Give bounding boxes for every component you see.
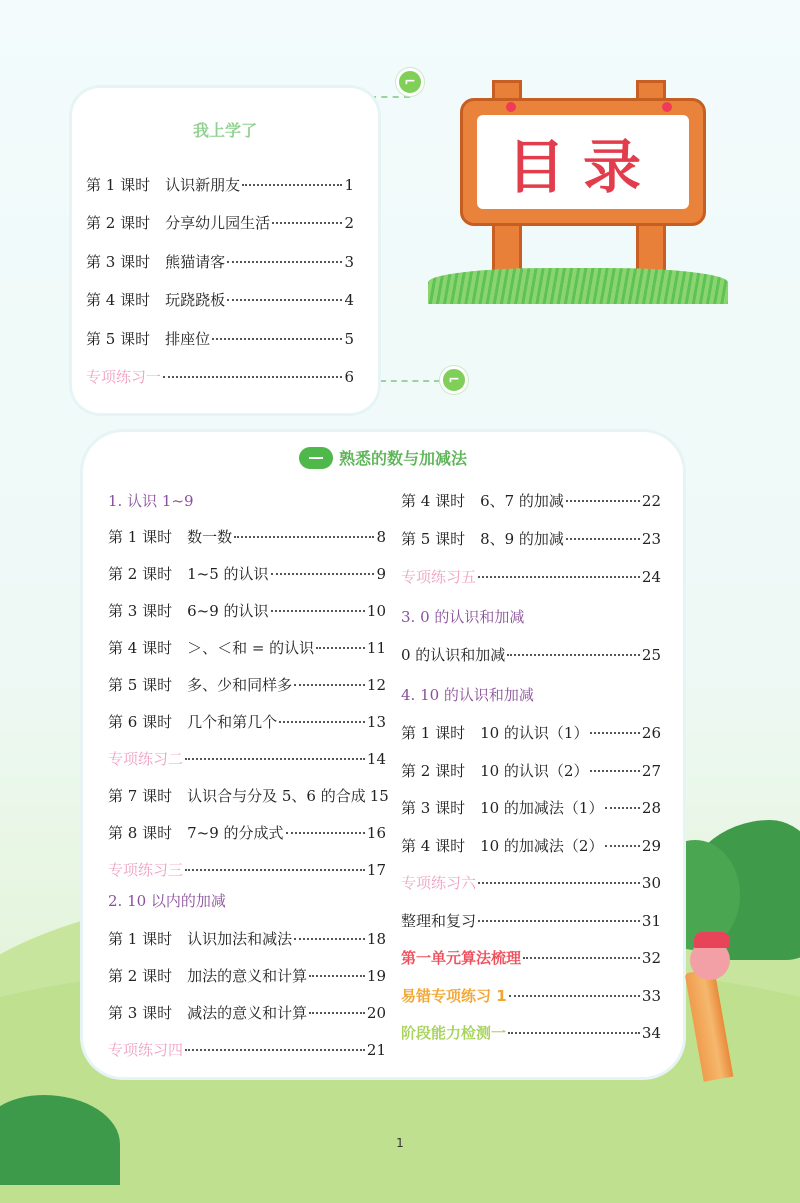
toc-card-unit-1 — [83, 432, 683, 1077]
toc-entry-title: 专项练习四 — [108, 1041, 184, 1059]
toc-entry-page: 29 — [641, 836, 661, 855]
toc-entry-title: 第 2 课时 1~5 的认识 — [108, 565, 269, 583]
toc-entry-page: 27 — [641, 761, 661, 780]
toc-entry-title: 第 3 课时 减法的意义和计算 — [108, 1004, 308, 1022]
dot-leader — [271, 610, 365, 612]
toc-entry-page: 28 — [641, 799, 661, 817]
toc-entry-title: 第 5 课时 8、9 的加减 — [401, 530, 564, 548]
grass-illustration — [428, 268, 728, 304]
toc-entry[interactable] — [108, 600, 386, 621]
section-heading: 1. 认识 1~9 — [108, 492, 194, 510]
toc-entry[interactable] — [86, 251, 354, 272]
toc-entry-page: 10 — [366, 602, 386, 620]
toc-entry-title: 专项练习三 — [108, 861, 184, 879]
toc-entry-page: 5 — [344, 329, 354, 348]
toc-entry[interactable] — [401, 1022, 661, 1043]
dot-leader — [605, 845, 639, 847]
toc-entry[interactable] — [401, 910, 661, 931]
toc-entry[interactable] — [108, 928, 386, 949]
toc-entry[interactable] — [108, 674, 386, 695]
toc-entry-page: 12 — [366, 676, 386, 694]
toc-entry-title: 专项练习二 — [108, 750, 184, 768]
toc-entry-title: 第 2 课时 10 的认识（2） — [401, 761, 589, 780]
toc-entry-page: 15 — [369, 787, 389, 805]
toc-entry-page: 8 — [376, 528, 386, 546]
toc-entry-title: 第 6 课时 几个和第几个 — [108, 713, 278, 731]
toc-entry[interactable] — [108, 526, 386, 547]
intro-title: 我上学了 — [192, 121, 257, 140]
dot-leader — [316, 647, 365, 649]
toc-entry[interactable] — [108, 859, 386, 880]
toc-entry-page: 14 — [366, 750, 386, 768]
toc-entry[interactable] — [401, 566, 661, 587]
toc-entry-title: 第 4 课时 10 的加减法（2） — [401, 836, 604, 855]
toc-entry-title: 第 4 课时 6、7 的加减 — [401, 492, 564, 510]
dot-leader — [523, 957, 640, 959]
dot-leader — [163, 376, 342, 378]
dot-leader — [478, 576, 640, 578]
toc-entry-page: 34 — [641, 1024, 661, 1042]
toc-entry-title: 第 4 课时 ＞、＜和 = 的认识 — [108, 639, 315, 657]
toc-entry-title: 专项练习一 — [86, 368, 162, 386]
dot-leader — [509, 995, 640, 997]
toc-entry[interactable] — [108, 822, 386, 843]
dot-leader — [566, 500, 640, 502]
toc-entry-page: 9 — [376, 565, 386, 583]
toc-entry-page: 19 — [366, 967, 386, 985]
dot-leader — [478, 882, 640, 884]
toc-entry-page: 25 — [641, 646, 661, 664]
toc-entry-title: 阶段能力检测一 — [401, 1024, 507, 1042]
dot-leader — [605, 807, 639, 809]
toc-entry-title: 第 1 课时 认识加法和减法 — [108, 930, 293, 948]
toc-entry[interactable] — [108, 563, 386, 584]
dot-leader — [590, 770, 639, 772]
toc-entry-page: 1 — [344, 176, 354, 194]
dot-leader — [279, 721, 365, 723]
toc-entry-page: 31 — [641, 911, 661, 930]
toc-entry-title: 第 2 课时 分享幼儿园生活 — [86, 214, 271, 233]
section-heading: 4. 10 的认识和加减 — [401, 686, 534, 704]
toc-entry-title: 整理和复习 — [401, 911, 477, 930]
dot-leader — [185, 758, 365, 760]
dot-leader — [227, 299, 342, 301]
toc-entry-page: 32 — [641, 949, 661, 967]
toc-entry[interactable] — [108, 711, 386, 732]
toc-entry-title: 第 1 课时 10 的认识（1） — [401, 724, 589, 742]
dot-leader — [508, 1032, 640, 1034]
toc-entry-page: 24 — [641, 568, 661, 586]
toc-entry[interactable] — [108, 785, 389, 806]
toc-entry[interactable] — [401, 644, 661, 665]
toc-entry[interactable] — [86, 366, 354, 387]
dot-leader — [286, 832, 365, 834]
toc-entry[interactable] — [86, 174, 354, 195]
dot-leader — [294, 684, 365, 686]
toc-entry-title: 易错专项练习 1 — [401, 986, 507, 1005]
toc-entry-page: 3 — [344, 252, 354, 271]
dot-leader — [507, 654, 640, 656]
dashed-path — [370, 96, 410, 98]
toc-entry-title: 第 8 课时 7~9 的分成式 — [108, 824, 284, 842]
leaf-icon: ⌐ — [440, 366, 468, 394]
toc-entry[interactable] — [86, 328, 354, 349]
unit-title: 熟悉的数与加减法 — [338, 449, 467, 468]
toc-entry-page: 16 — [366, 824, 386, 842]
toc-entry[interactable] — [401, 528, 661, 549]
toc-entry-page: 17 — [366, 861, 386, 879]
toc-entry[interactable] — [401, 797, 661, 818]
dot-leader — [309, 1012, 365, 1014]
pencil-mascot-illustration — [686, 940, 732, 1080]
toc-entry[interactable] — [401, 985, 661, 1006]
toc-entry[interactable] — [401, 722, 661, 743]
toc-entry[interactable] — [108, 965, 386, 986]
section-heading: 2. 10 以内的加减 — [108, 892, 226, 910]
toc-entry[interactable] — [108, 637, 386, 658]
dot-leader — [234, 536, 374, 538]
toc-entry[interactable] — [401, 872, 661, 893]
toc-entry-title: 第一单元算法梳理 — [401, 949, 522, 967]
toc-entry-title: 第 3 课时 10 的加减法（1） — [401, 799, 604, 817]
toc-entry-page: 13 — [366, 713, 386, 731]
toc-entry[interactable] — [86, 212, 354, 233]
toc-entry-title: 0 的认识和加减 — [401, 646, 506, 664]
dot-leader — [227, 261, 342, 263]
signboard-title: 目录 — [477, 115, 689, 209]
dot-leader — [212, 338, 342, 340]
toc-entry-page: 26 — [641, 724, 661, 742]
toc-entry-title: 第 5 课时 多、少和同样多 — [108, 676, 293, 694]
toc-entry[interactable] — [401, 835, 661, 856]
toc-entry-title: 第 3 课时 熊猫请客 — [86, 252, 226, 271]
dot-leader — [478, 920, 640, 922]
toc-entry-title: 第 7 课时 认识合与分及 5、6 的合成 — [108, 787, 366, 805]
dot-leader — [242, 184, 342, 186]
toc-entry-page: 22 — [641, 492, 661, 510]
toc-entry[interactable] — [86, 289, 354, 310]
dot-leader — [590, 732, 639, 734]
toc-entry-title: 专项练习六 — [401, 874, 477, 892]
toc-entry-title: 第 3 课时 6~9 的认识 — [108, 602, 269, 620]
toc-entry-title: 第 5 课时 排座位 — [86, 329, 211, 348]
toc-card-intro — [72, 88, 378, 413]
signboard-illustration — [440, 72, 740, 312]
dot-leader — [566, 538, 640, 540]
leaf-icon: ⌐ — [396, 68, 424, 96]
dot-leader — [271, 573, 375, 575]
toc-entry-title: 专项练习五 — [401, 568, 477, 586]
toc-entry[interactable] — [108, 1002, 386, 1023]
toc-entry-title: 第 2 课时 加法的意义和计算 — [108, 967, 308, 985]
section-heading: 3. 0 的认识和加减 — [401, 608, 525, 626]
dot-leader — [185, 1049, 365, 1051]
page-number: 1 — [396, 1136, 404, 1150]
toc-entry-page: 18 — [366, 930, 386, 948]
toc-entry[interactable] — [108, 1039, 386, 1060]
dot-leader — [185, 869, 365, 871]
toc-entry[interactable] — [401, 760, 661, 781]
toc-entry[interactable] — [401, 490, 661, 511]
toc-entry-page: 23 — [641, 530, 661, 548]
toc-entry-page: 21 — [366, 1041, 386, 1059]
toc-entry-title: 第 4 课时 玩跷跷板 — [86, 291, 226, 310]
toc-entry-page: 4 — [344, 291, 354, 310]
dot-leader — [294, 938, 365, 940]
dashed-path — [380, 380, 440, 382]
toc-entry-page: 30 — [641, 874, 661, 892]
toc-entry-title: 第 1 课时 认识新朋友 — [86, 176, 241, 194]
unit-number-badge — [299, 447, 333, 469]
unit-banner — [83, 446, 683, 469]
toc-entry-title: 第 1 课时 数一数 — [108, 528, 233, 546]
toc-entry-page: 20 — [366, 1004, 386, 1022]
toc-entry-page: 6 — [344, 368, 354, 386]
toc-entry-page: 33 — [641, 986, 661, 1005]
toc-entry[interactable] — [401, 947, 661, 968]
toc-entry-page: 11 — [366, 639, 386, 657]
toc-entry-page: 2 — [344, 214, 354, 233]
toc-entry[interactable] — [108, 748, 386, 769]
dot-leader — [309, 975, 365, 977]
dot-leader — [272, 222, 342, 224]
